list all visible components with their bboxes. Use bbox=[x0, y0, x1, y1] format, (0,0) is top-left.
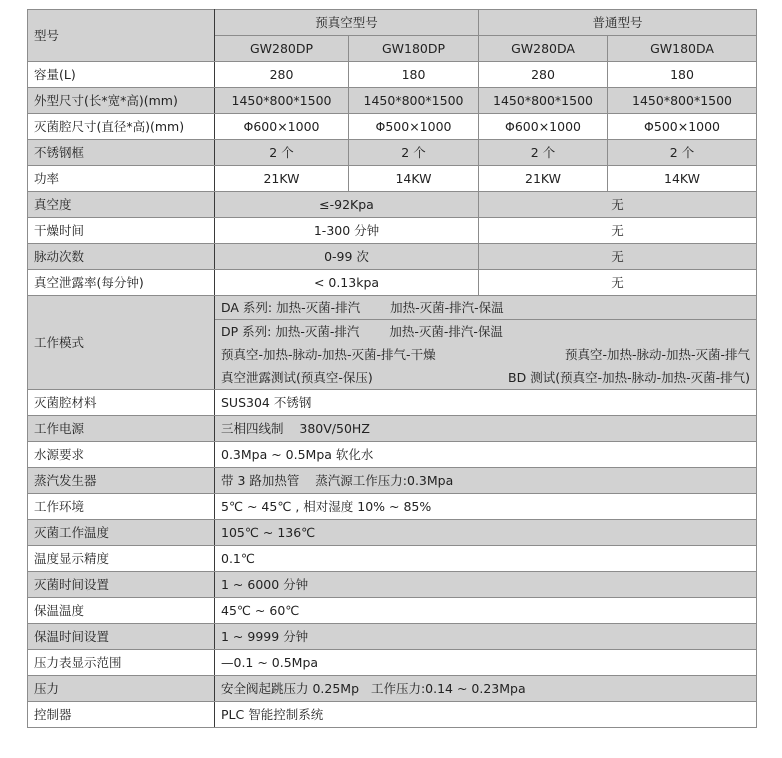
cell: 280 bbox=[479, 62, 608, 88]
mode-text: 真空泄露测试(预真空-保压) bbox=[221, 370, 373, 385]
table-row bbox=[28, 166, 757, 192]
cell: 2 个 bbox=[349, 140, 479, 166]
cell: 0.1℃ bbox=[215, 546, 757, 572]
table-row bbox=[28, 572, 757, 598]
cell: 1450*800*1500 bbox=[215, 88, 349, 114]
row-label: 控制器 bbox=[28, 702, 215, 728]
mode-text: 预真空-加热-脉动-加热-灭菌-排气-干燥 bbox=[221, 347, 436, 362]
row-label: 脉动次数 bbox=[28, 244, 215, 270]
table-row bbox=[28, 598, 757, 624]
row-label: 灭菌时间设置 bbox=[28, 572, 215, 598]
cell-prevacuum: 0-99 次 bbox=[215, 244, 479, 270]
table-row bbox=[28, 624, 757, 650]
cell: —0.1 ~ 0.5Mpa bbox=[215, 650, 757, 676]
dp-mode-line bbox=[215, 366, 756, 389]
cell-standard: 无 bbox=[479, 244, 757, 270]
row-label: 灭菌腔材料 bbox=[28, 390, 215, 416]
row-label: 真空度 bbox=[28, 192, 215, 218]
row-label: 外型尺寸(长*宽*高)(mm) bbox=[28, 88, 215, 114]
cell: SUS304 不锈钢 bbox=[215, 390, 757, 416]
row-label: 水源要求 bbox=[28, 442, 215, 468]
table-row bbox=[28, 520, 757, 546]
table-row bbox=[28, 140, 757, 166]
row-label: 干燥时间 bbox=[28, 218, 215, 244]
table-row bbox=[28, 546, 757, 572]
cell: 105℃ ~ 136℃ bbox=[215, 520, 757, 546]
mode-text: DP 系列: 加热-灭菌-排汽 bbox=[221, 324, 360, 339]
cell: 1450*800*1500 bbox=[349, 88, 479, 114]
cell-standard: 无 bbox=[479, 192, 757, 218]
row-label: 容量(L) bbox=[28, 62, 215, 88]
table-row bbox=[28, 218, 757, 244]
row-label: 保温时间设置 bbox=[28, 624, 215, 650]
cell-prevacuum: ≤-92Kpa bbox=[215, 192, 479, 218]
row-label: 蒸汽发生器 bbox=[28, 468, 215, 494]
model-header: GW280DA bbox=[479, 36, 608, 62]
dp-mode-line bbox=[215, 320, 756, 343]
table-row bbox=[28, 416, 757, 442]
table-row bbox=[28, 468, 757, 494]
cell: 180 bbox=[608, 62, 757, 88]
cell: 2 个 bbox=[215, 140, 349, 166]
cell: 2 个 bbox=[479, 140, 608, 166]
cell: 14KW bbox=[608, 166, 757, 192]
cell: 安全阀起跳压力 0.25Mp 工作压力:0.14 ~ 0.23Mpa bbox=[215, 676, 757, 702]
cell: 5℃ ~ 45℃ , 相对湿度 10% ~ 85% bbox=[215, 494, 757, 520]
group-header-prevacuum: 预真空型号 bbox=[215, 10, 479, 36]
model-header-label: 型号 bbox=[28, 10, 215, 62]
mode-text: 加热-灭菌-排汽-保温 bbox=[390, 300, 504, 315]
table-row bbox=[28, 650, 757, 676]
cell: 三相四线制 380V/50HZ bbox=[215, 416, 757, 442]
model-header: GW280DP bbox=[215, 36, 349, 62]
group-header-standard: 普通型号 bbox=[479, 10, 757, 36]
cell: 14KW bbox=[349, 166, 479, 192]
table-row bbox=[28, 442, 757, 468]
mode-text: 加热-灭菌-排汽-保温 bbox=[389, 324, 503, 339]
cell-prevacuum: < 0.13kpa bbox=[215, 270, 479, 296]
work-mode-cell bbox=[215, 296, 757, 390]
mode-text: 预真空-加热-脉动-加热-灭菌-排气 bbox=[564, 347, 751, 362]
cell-standard: 无 bbox=[479, 270, 757, 296]
cell-prevacuum: 1-300 分钟 bbox=[215, 218, 479, 244]
row-label: 功率 bbox=[28, 166, 215, 192]
row-label: 工作电源 bbox=[28, 416, 215, 442]
row-label: 不锈钢框 bbox=[28, 140, 215, 166]
model-header: GW180DA bbox=[608, 36, 757, 62]
mode-text: BD 测试(预真空-加热-脉动-加热-灭菌-排气) bbox=[508, 370, 751, 385]
row-label: 压力表显示范围 bbox=[28, 650, 215, 676]
row-label: 工作模式 bbox=[28, 296, 215, 390]
table-row bbox=[28, 676, 757, 702]
row-label: 工作环境 bbox=[28, 494, 215, 520]
model-header: GW180DP bbox=[349, 36, 479, 62]
table-row bbox=[28, 390, 757, 416]
table-row bbox=[28, 494, 757, 520]
cell: 45℃ ~ 60℃ bbox=[215, 598, 757, 624]
mode-text: DA 系列: 加热-灭菌-排汽 bbox=[221, 300, 361, 315]
row-label: 灭菌腔尺寸(直径*高)(mm) bbox=[28, 114, 215, 140]
row-label: 灭菌工作温度 bbox=[28, 520, 215, 546]
cell: PLC 智能控制系统 bbox=[215, 702, 757, 728]
cell: Φ500×1000 bbox=[349, 114, 479, 140]
cell: 1 ~ 9999 分钟 bbox=[215, 624, 757, 650]
table-row bbox=[28, 62, 757, 88]
spec-table bbox=[27, 9, 757, 728]
cell: 带 3 路加热管 蒸汽源工作压力:0.3Mpa bbox=[215, 468, 757, 494]
cell: 0.3Mpa ~ 0.5Mpa 软化水 bbox=[215, 442, 757, 468]
table-row-work-mode bbox=[28, 296, 757, 390]
cell: 21KW bbox=[215, 166, 349, 192]
cell: 180 bbox=[349, 62, 479, 88]
table-row bbox=[28, 114, 757, 140]
cell-standard: 无 bbox=[479, 218, 757, 244]
table-row bbox=[28, 270, 757, 296]
cell: 2 个 bbox=[608, 140, 757, 166]
header-row-groups bbox=[28, 10, 757, 36]
cell: 1450*800*1500 bbox=[608, 88, 757, 114]
row-label: 真空泄露率(每分钟) bbox=[28, 270, 215, 296]
row-label: 保温温度 bbox=[28, 598, 215, 624]
da-mode-line bbox=[215, 296, 756, 320]
cell: 1 ~ 6000 分钟 bbox=[215, 572, 757, 598]
row-label: 温度显示精度 bbox=[28, 546, 215, 572]
cell: 280 bbox=[215, 62, 349, 88]
table-row bbox=[28, 244, 757, 270]
cell: 1450*800*1500 bbox=[479, 88, 608, 114]
cell: 21KW bbox=[479, 166, 608, 192]
table-row bbox=[28, 702, 757, 728]
dp-mode-line bbox=[215, 343, 756, 366]
cell: Φ600×1000 bbox=[479, 114, 608, 140]
table-row bbox=[28, 192, 757, 218]
row-label: 压力 bbox=[28, 676, 215, 702]
cell: Φ500×1000 bbox=[608, 114, 757, 140]
table-row bbox=[28, 88, 757, 114]
cell: Φ600×1000 bbox=[215, 114, 349, 140]
